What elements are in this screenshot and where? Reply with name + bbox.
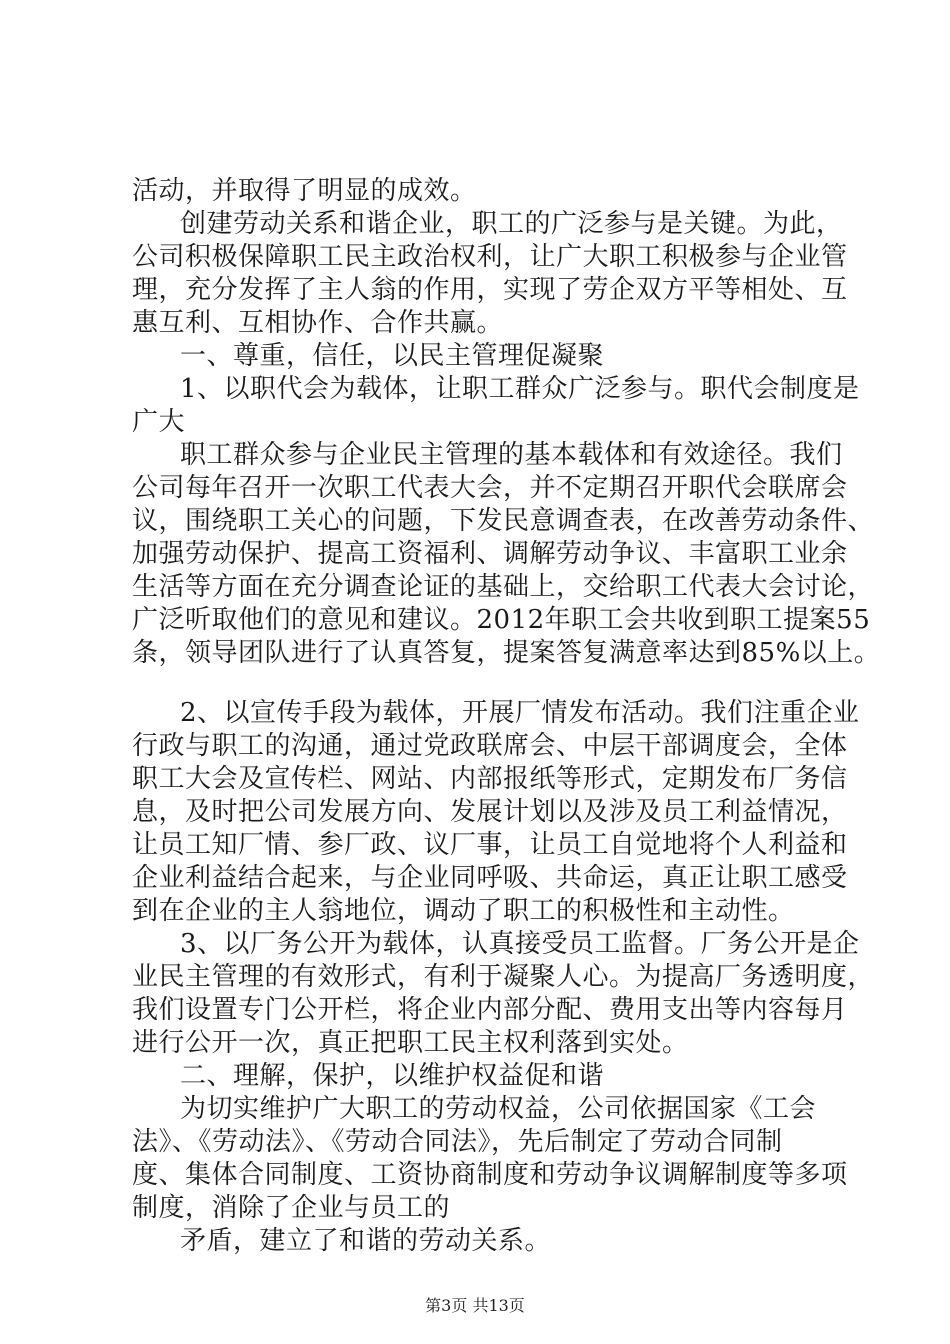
text-line: 职工群众参与企业民主管理的基本载体和有效途径。我们: [180, 440, 843, 470]
text-line: 制度，消除了企业与员工的: [132, 1193, 451, 1223]
section-heading: 二、理解，保护，以维护权益促和谐: [180, 1061, 605, 1091]
text-line: 理，充分发挥了主人翁的作用，实现了劳企双方平等相处、互: [132, 275, 848, 305]
text-line: 法》、《劳动法》、《劳动合同法》，先后制定了劳动合同制: [132, 1127, 783, 1157]
text-line: 行政与职工的沟通，通过党政联席会、中层干部调度会，全体: [132, 731, 848, 761]
text-line: 条，领导团队进行了认真答复，提案答复满意率达到85%以上。: [132, 638, 881, 668]
text-line: 为切实维护广大职工的劳动权益，公司依据国家《工会: [180, 1094, 817, 1124]
text-line: 2、以宣传手段为载体，开展厂情发布活动。我们注重企业: [180, 698, 860, 728]
text-line: 业民主管理的有效形式，有利于凝聚人心。为提高厂务透明度，: [132, 962, 875, 992]
text-line: 息，及时把公司发展方向、发展计划以及涉及员工利益情况，: [132, 797, 848, 827]
text-line: 企业利益结合起来，与企业同呼吸、共命运，真正让职工感受: [132, 863, 848, 893]
text-line: 到在企业的主人翁地位，调动了职工的积极性和主动性。: [132, 896, 795, 926]
text-line: 我们设置专门公开栏，将企业内部分配、费用支出等内容每月: [132, 995, 848, 1025]
text-line: 议，围绕职工关心的问题，下发民意调查表，在改善劳动条件、: [132, 506, 875, 536]
text-line: 生活等方面在充分调查论证的基础上，交给职工代表大会讨论，: [132, 572, 875, 602]
text-line: 创建劳动关系和谐企业，职工的广泛参与是关键。为此，: [180, 209, 843, 239]
text-line: 3、以厂务公开为载体，认真接受员工监督。厂务公开是企: [180, 929, 860, 959]
text-line: 广泛听取他们的意见和建议。2012年职工会共收到职工提案55: [132, 605, 871, 635]
text-line: 让员工知厂情、参厂政、议厂事，让员工自觉地将个人利益和: [132, 830, 848, 860]
section-heading: 一、尊重，信任，以民主管理促凝聚: [180, 341, 605, 371]
text-line: 公司每年召开一次职工代表大会，并不定期召开职代会联席会: [132, 473, 848, 503]
text-line: 矛盾，建立了和谐的劳动关系。: [180, 1226, 552, 1256]
text-line: 公司积极保障职工民主政治权利，让广大职工积极参与企业管: [132, 242, 848, 272]
text-line: 1、以职代会为载体，让职工群众广泛参与。职代会制度是: [180, 374, 860, 404]
page-footer: 第3页 共13页: [425, 1296, 525, 1315]
text-line: 惠互利、互相协作、合作共赢。: [132, 308, 504, 338]
text-line: 度、集体合同制度、工资协商制度和劳动争议调解制度等多项: [132, 1160, 848, 1190]
text-line: 广大: [132, 407, 186, 437]
text-line: 加强劳动保护、提高工资福利、调解劳动争议、丰富职工业余: [132, 539, 848, 569]
text-line: 活动，并取得了明显的成效。: [132, 176, 477, 206]
text-line: 职工大会及宣传栏、网站、内部报纸等形式，定期发布厂务信: [132, 764, 848, 794]
text-line: 进行公开一次，真正把职工民主权利落到实处。: [132, 1028, 689, 1058]
